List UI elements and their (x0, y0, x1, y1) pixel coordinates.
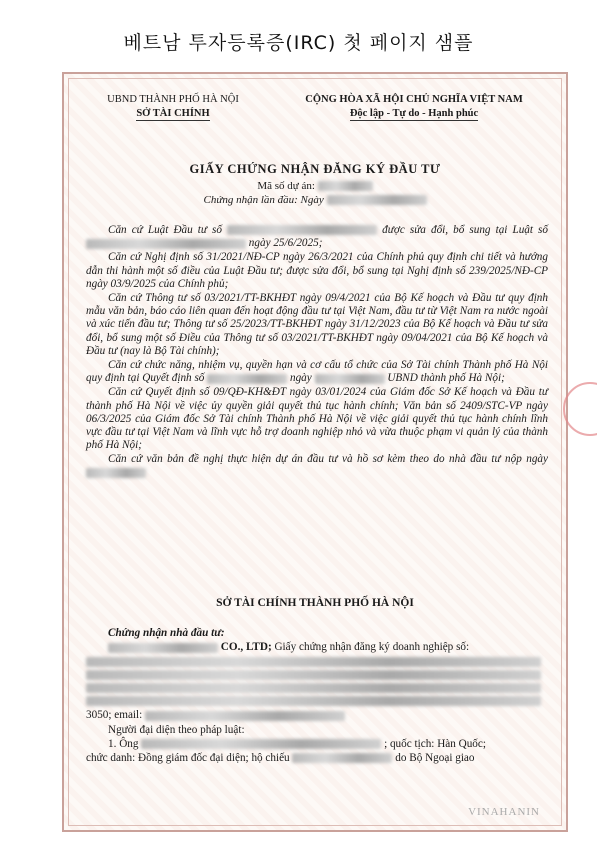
redacted-passport (292, 753, 392, 763)
red-seal-stamp (563, 382, 597, 436)
redacted-project-code (318, 181, 373, 191)
investor-company-suffix: CO., LTD; (220, 641, 272, 654)
investor-company-line (86, 641, 548, 654)
redacted-investor-details (86, 657, 548, 706)
redacted-company-name (108, 643, 218, 653)
redacted-law-number (227, 225, 377, 235)
legal-representative-label: Người đại diện theo pháp luật: (108, 723, 245, 736)
investor-registration: Giấy chứng nhận đăng ký doanh nghiệp số: (274, 641, 470, 654)
first-cert-label: Chứng nhận lần đầu: Ngày (203, 194, 324, 206)
project-code-label: Mã số dự án: (257, 180, 315, 192)
email-label: 3050; email: (86, 709, 143, 722)
national-header (264, 94, 564, 121)
redacted-email (145, 711, 345, 721)
legal-basis (86, 224, 548, 481)
first-certification (64, 194, 566, 206)
issuer-header (78, 94, 268, 121)
redacted-person-name (141, 739, 381, 749)
legal-basis-decree: Căn cứ Nghị định số 31/2021/NĐ-CP ngày 26/3/2021 của Chính phủ quy định chi tiết và hướng dẫn thi hành một số điều của Luật Đầu tư; được sửa đổi, bổ sung tại Nghị định số 239/2025/NĐ-CP ngày 03/9/2025 của Chính phủ; (86, 251, 548, 290)
issuer-department: SỞ TÀI CHÍNH (136, 108, 210, 119)
redacted-law-number (86, 239, 246, 249)
national-motto: Độc lập - Tự do - Hạnh phúc (349, 108, 479, 119)
legal-representative-title: chức danh: Đồng giám đốc đại diện; hộ chiếu do Bộ Ngoại giao (86, 752, 475, 765)
legal-basis-authority: Căn cứ chức năng, nhiệm vụ, quyền hạn và cơ cấu tổ chức của Sở Tài chính Thành phố Hà Nội quy định tại Quyết định số ngày UBND thành phố Hà Nội; (86, 359, 548, 385)
redacted-date (327, 195, 427, 205)
investor-label: Chứng nhận nhà đầu tư: (108, 627, 225, 639)
investor-email-line (86, 709, 548, 722)
issuer-city: UBND THÀNH PHỐ HÀ NỘI (107, 94, 239, 105)
certificate-page (62, 72, 568, 832)
legal-representative-line: 1. Ông ; quốc tịch: Hàn Quốc; (108, 737, 486, 750)
investor-section (86, 627, 548, 766)
redacted-decision-number (207, 374, 287, 384)
redacted-decision-date (315, 374, 385, 384)
project-code (64, 180, 566, 192)
legal-basis-application: Căn cứ văn bản đề nghị thực hiện dự án đầu tư và hồ sơ kèm theo do nhà đầu tư nộp ngày (86, 453, 548, 479)
document-title: GIẤY CHỨNG NHẬN ĐĂNG KÝ ĐẦU TƯ (189, 162, 441, 176)
section-title: SỞ TÀI CHÍNH THÀNH PHỐ HÀ NỘI (216, 597, 414, 609)
watermark: VINAHANIN (468, 806, 540, 818)
legal-basis-circular: Căn cứ Thông tư số 03/2021/TT-BKHĐT ngày 09/4/2021 của Bộ Kế hoạch và Đầu tư quy định mẫu văn bản, báo cáo liên quan đến hoạt động đầu tư tại Việt Nam, đầu tư từ Việt Nam ra nước ngoài và xúc tiến đầu tư; Thông tư số 25/2023/TT-BKHĐT ngày 31/12/2023 của Bộ Kế hoạch và Đầu tư sửa đổi, bổ sung một số Điều của Thông tư số 03/2021/TT-BKHĐT ngày 09/04/2021 của Bộ Kế hoạch và Đầu tư (nay là Bộ Tài chính); (86, 292, 548, 357)
legal-basis-authorization: Căn cứ Quyết định số 09/QĐ-KH&ĐT ngày 03/01/2024 của Giám đốc Sở Kế hoạch và Đầu tư thành phố Hà Nội về việc ủy quyền giải quyết thủ tục hành chính; Văn bản số 2409/STC-VP ngày 06/3/2025 của Giám đốc Sở Tài chính Thành phố Hà Nội về việc giải quyết thủ tục hành chính lĩnh vực đầu tư tại Việt Nam và lĩnh vực hỗ trợ doanh nghiệp nhỏ và vừa thuộc phạm vi quản lý của thành phố Hà Nội; (86, 386, 548, 452)
legal-basis-investment-law: Căn cứ Luật Đầu tư số được sửa đổi, bổ sung tại Luật số ngày 25/6/2025; (86, 224, 548, 250)
page-heading: 베트남 투자등록증(IRC) 첫 페이지 샘플 (123, 32, 474, 54)
redacted-submission-date (86, 468, 146, 478)
national-name: CỘNG HÒA XÃ HỘI CHỦ NGHĨA VIỆT NAM (305, 94, 523, 105)
